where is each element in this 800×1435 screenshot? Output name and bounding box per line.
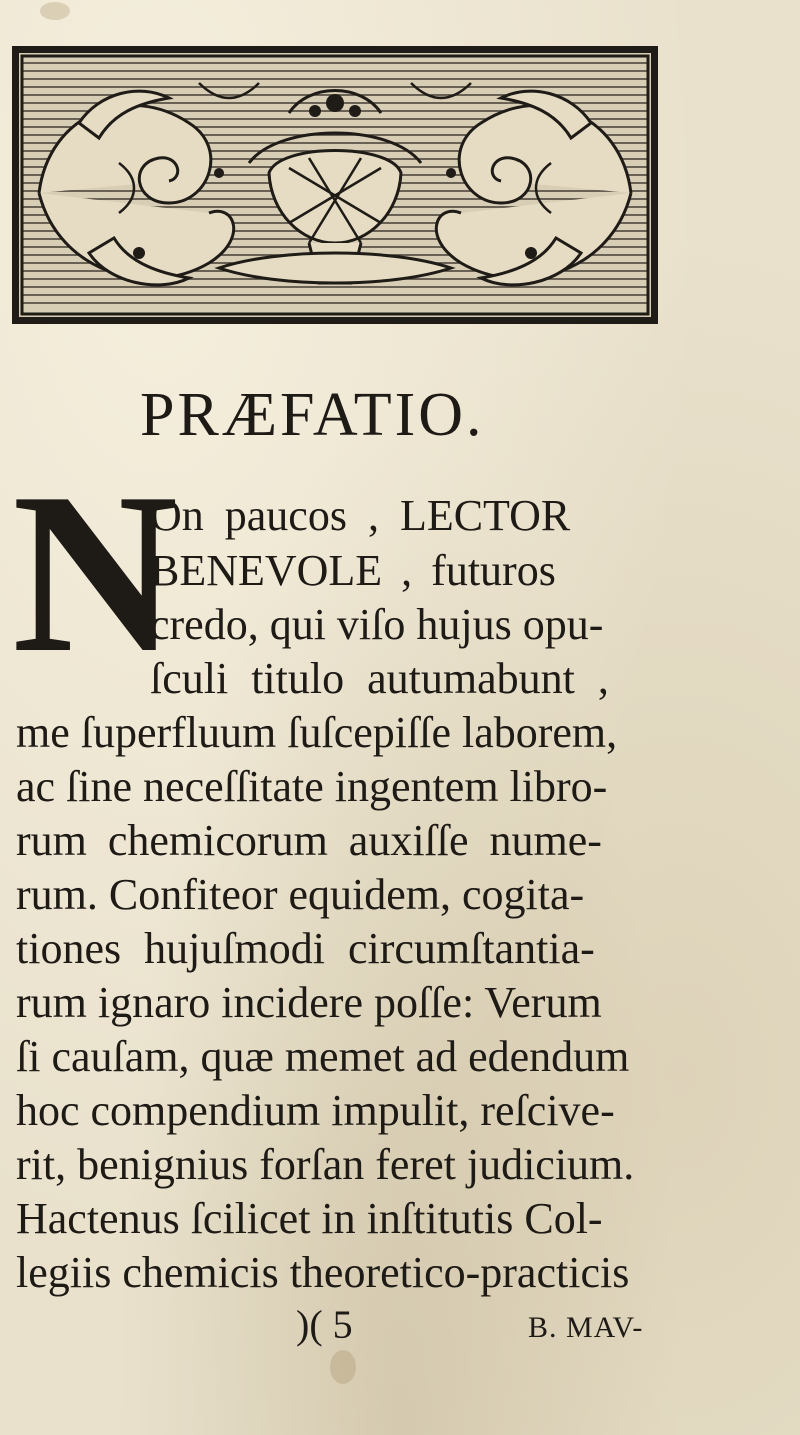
text-line: tiones hujuſmodi circumſtantia- xyxy=(16,924,595,973)
text-line: ſculi titulo autumabunt , xyxy=(150,654,609,703)
text-line: legiis chemicis theoretico-practicis xyxy=(16,1248,630,1297)
paper-stain xyxy=(330,1350,356,1384)
paper-stain xyxy=(40,2,70,20)
text-line: On paucos , LECTOR xyxy=(150,491,571,540)
text-line: rum chemicorum auxiſſe nume- xyxy=(16,816,602,865)
text-line: Hactenus ſcilicet in inſtitutis Col- xyxy=(16,1194,603,1243)
signature-mark: )( 5 xyxy=(296,1302,353,1347)
text-line: me ſuperfluum ſuſcepiſſe laborem, xyxy=(16,708,618,757)
text-line: rum ignaro incidere poſſe: Verum xyxy=(16,978,602,1027)
ornament-icon xyxy=(19,53,651,317)
text-line: ac ſine neceſſitate ingentem libro- xyxy=(16,762,608,811)
text-line: ſi cauſam, quæ memet ad edendum xyxy=(16,1032,630,1081)
text-line: rum. Confiteor equidem, cogita- xyxy=(16,870,585,919)
text-line: credo, qui viſo hujus opu- xyxy=(150,600,604,649)
catchword: B. MAV- xyxy=(528,1311,644,1344)
text-line: rit, benignius forſan feret judicium. xyxy=(16,1140,635,1189)
text-line: hoc compendium impulit, reſcive- xyxy=(16,1086,615,1135)
text-line: BENEVOLE , futuros xyxy=(150,546,556,595)
drop-cap: N xyxy=(12,445,175,700)
page-title: PRÆFATIO. xyxy=(140,381,485,449)
headpiece-ornament xyxy=(12,46,658,324)
